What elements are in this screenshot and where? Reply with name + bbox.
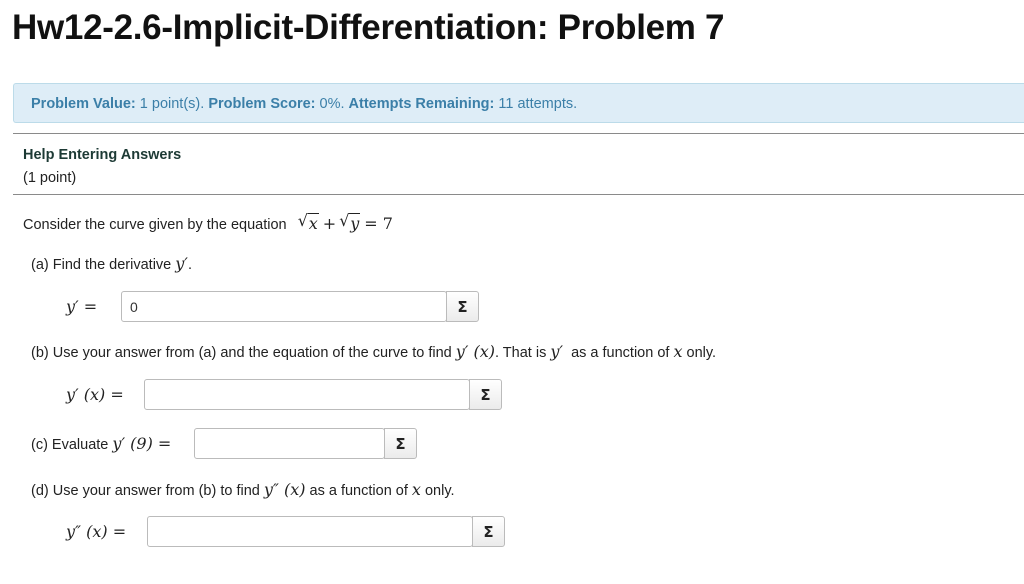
part-d-prompt: (d) Use your answer from (b) to find y″ (x) as a function of x only. xyxy=(31,480,455,499)
problem-intro: Consider the curve given by the equation xyxy=(23,217,287,233)
plus-sign: + xyxy=(322,214,337,233)
part-c-prompt: (c) Evaluate y′ (9) = xyxy=(31,434,172,453)
part-c-symbol: y′ (9) = xyxy=(112,434,172,453)
problem-statement xyxy=(23,214,393,233)
sqrt-y: √ y xyxy=(340,214,360,233)
part-b-label: y′ (x) = xyxy=(66,385,124,404)
equation-editor-button[interactable]: Σ xyxy=(446,291,479,322)
problem-value-label: Problem Value: xyxy=(31,96,136,112)
equation-editor-button[interactable]: Σ xyxy=(384,428,417,459)
part-d-label: y″ (x) = xyxy=(66,522,127,541)
divider xyxy=(13,133,1024,134)
part-c-answer-input[interactable] xyxy=(194,428,385,459)
problem-score-label: Problem Score: xyxy=(208,96,316,112)
attempts-remaining-label: Attempts Remaining: xyxy=(348,96,495,112)
page-title: Hw12-2.6-Implicit-Differentiation: Problem 7 xyxy=(12,8,725,47)
divider xyxy=(13,194,1024,195)
part-b-prompt: (b) Use your answer from (a) and the equation of the curve to find y′ (x). That is y′ as a function of x only. xyxy=(31,342,717,361)
help-entering-answers-link[interactable]: Help Entering Answers xyxy=(23,147,182,163)
part-a-label: y′ = xyxy=(66,297,98,316)
problem-value: 1 point(s). xyxy=(139,96,205,112)
part-a-answer-input[interactable] xyxy=(121,291,447,322)
equation-rhs: = 7 xyxy=(364,214,393,233)
equation-editor-button[interactable]: Σ xyxy=(469,379,502,410)
problem-points: (1 point) xyxy=(23,170,77,186)
problem-info-bar xyxy=(13,83,1024,123)
part-a-symbol: y′ xyxy=(175,254,188,273)
problem-info-text xyxy=(31,96,577,112)
part-a-prompt: (a) Find the derivative y′. xyxy=(31,254,192,273)
sqrt-x: √ x xyxy=(299,214,319,233)
equation-editor-button[interactable]: Σ xyxy=(472,516,505,547)
attempts-remaining: 11 attempts. xyxy=(498,96,578,112)
problem-score: 0%. xyxy=(319,96,345,112)
part-d-answer-input[interactable] xyxy=(147,516,473,547)
part-b-answer-input[interactable] xyxy=(144,379,470,410)
